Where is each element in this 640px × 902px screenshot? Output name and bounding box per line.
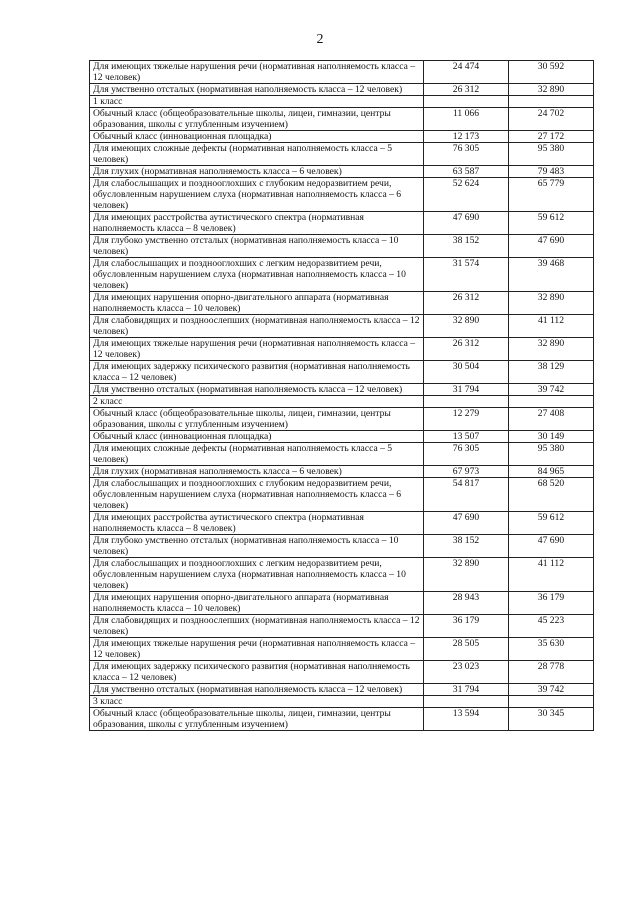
row-label: Для имеющих тяжелые нарушения речи (нормативная наполняемость класса – 12 человек) (90, 638, 424, 661)
table-row (90, 384, 594, 396)
value-col-1: 23 023 (424, 661, 509, 684)
value-col-1: 13 507 (424, 431, 509, 443)
tariff-table (89, 60, 594, 731)
value-col-1: 26 312 (424, 84, 509, 96)
value-col-2: 39 742 (509, 684, 594, 696)
row-label: Для глухих (нормативная наполняемость класса – 6 человек) (90, 466, 424, 478)
value-col-2: 95 380 (509, 443, 594, 466)
value-col-2: 79 483 (509, 166, 594, 178)
value-col-1: 63 587 (424, 166, 509, 178)
value-col-1: 47 690 (424, 212, 509, 235)
value-col-2: 59 612 (509, 512, 594, 535)
value-col-2: 30 345 (509, 708, 594, 731)
value-col-2: 32 890 (509, 292, 594, 315)
value-col-2: 39 742 (509, 384, 594, 396)
value-col-1: 47 690 (424, 512, 509, 535)
value-col-1 (424, 696, 509, 708)
table-row (90, 661, 594, 684)
value-col-2: 32 890 (509, 338, 594, 361)
value-col-2: 24 702 (509, 108, 594, 131)
table-row (90, 708, 594, 731)
row-label: Для умственно отсталых (нормативная наполняемость класса – 12 человек) (90, 84, 424, 96)
row-label: Для глубоко умственно отсталых (нормативная наполняемость класса – 10 человек) (90, 535, 424, 558)
value-col-1: 76 305 (424, 443, 509, 466)
value-col-2 (509, 396, 594, 408)
row-label: Обычный класс (инновационная площадка) (90, 131, 424, 143)
value-col-1: 31 794 (424, 384, 509, 396)
value-col-2: 30 592 (509, 61, 594, 84)
table-row (90, 638, 594, 661)
table-row (90, 61, 594, 84)
value-col-1: 31 794 (424, 684, 509, 696)
value-col-1: 26 312 (424, 292, 509, 315)
row-label: Для имеющих расстройства аутистического спектра (нормативная наполняемость класса – 8 человек) (90, 212, 424, 235)
value-col-1: 52 624 (424, 178, 509, 212)
row-label: Для умственно отсталых (нормативная наполняемость класса – 12 человек) (90, 684, 424, 696)
row-label: Обычный класс (общеобразовательные школы, лицеи, гимназии, центры образования, школы с углубленным изучением) (90, 708, 424, 731)
row-label: 3 класс (90, 696, 424, 708)
value-col-2: 68 520 (509, 478, 594, 512)
value-col-2: 47 690 (509, 235, 594, 258)
row-label: Для имеющих задержку психического развития (нормативная наполняемость класса – 12 человек) (90, 661, 424, 684)
value-col-1: 12 173 (424, 131, 509, 143)
value-col-2: 95 380 (509, 143, 594, 166)
value-col-2: 28 778 (509, 661, 594, 684)
row-label: Для слабослышащих и позднооглохших с глубоким недоразвитием речи, обусловленным нарушением слуха (нормативная наполняемость класса – 6 человек) (90, 178, 424, 212)
value-col-1: 38 152 (424, 535, 509, 558)
value-col-2: 30 149 (509, 431, 594, 443)
value-col-2 (509, 696, 594, 708)
row-label: Обычный класс (инновационная площадка) (90, 431, 424, 443)
table-row (90, 178, 594, 212)
value-col-1: 30 504 (424, 361, 509, 384)
value-col-2: 39 468 (509, 258, 594, 292)
table-row (90, 166, 594, 178)
table-row (90, 108, 594, 131)
row-label: Для имеющих сложные дефекты (нормативная наполняемость класса – 5 человек) (90, 143, 424, 166)
table-row (90, 235, 594, 258)
row-label: Для слабослышащих и позднооглохших с глубоким недоразвитием речи, обусловленным нарушением слуха (нормативная наполняемость класса – 6 человек) (90, 478, 424, 512)
value-col-1: 31 574 (424, 258, 509, 292)
row-label: Для имеющих расстройства аутистического спектра (нормативная наполняемость класса – 8 человек) (90, 512, 424, 535)
table-body (90, 61, 594, 731)
table-row (90, 466, 594, 478)
table-row (90, 512, 594, 535)
table-row (90, 338, 594, 361)
row-label: 1 класс (90, 96, 424, 108)
table-row (90, 96, 594, 108)
value-col-2: 32 890 (509, 84, 594, 96)
row-label: Для слабовидящих и поздноослепших (нормативная наполняемость класса – 12 человек) (90, 315, 424, 338)
value-col-1: 28 505 (424, 638, 509, 661)
table-row (90, 443, 594, 466)
row-label: Для умственно отсталых (нормативная наполняемость класса – 12 человек) (90, 384, 424, 396)
value-col-1: 28 943 (424, 592, 509, 615)
value-col-1: 38 152 (424, 235, 509, 258)
value-col-2: 35 630 (509, 638, 594, 661)
row-label: Обычный класс (общеобразовательные школы, лицеи, гимназии, центры образования, школы с углубленным изучением) (90, 108, 424, 131)
table-row (90, 615, 594, 638)
value-col-1: 13 594 (424, 708, 509, 731)
value-col-1: 11 066 (424, 108, 509, 131)
table-row (90, 592, 594, 615)
value-col-2: 41 112 (509, 315, 594, 338)
value-col-2: 59 612 (509, 212, 594, 235)
table-row (90, 558, 594, 592)
table-row (90, 131, 594, 143)
table-row (90, 315, 594, 338)
value-col-1: 67 973 (424, 466, 509, 478)
table-row (90, 212, 594, 235)
value-col-1: 54 817 (424, 478, 509, 512)
value-col-1: 36 179 (424, 615, 509, 638)
table-row (90, 431, 594, 443)
table-row (90, 396, 594, 408)
row-label: Для имеющих тяжелые нарушения речи (нормативная наполняемость класса – 12 человек) (90, 61, 424, 84)
value-col-1: 32 890 (424, 558, 509, 592)
table-row (90, 258, 594, 292)
row-label: Для имеющих тяжелые нарушения речи (нормативная наполняемость класса – 12 человек) (90, 338, 424, 361)
value-col-2: 84 965 (509, 466, 594, 478)
value-col-1 (424, 96, 509, 108)
value-col-1: 12 279 (424, 408, 509, 431)
table-row (90, 535, 594, 558)
row-label: Для слабовидящих и поздноослепших (нормативная наполняемость класса – 12 человек) (90, 615, 424, 638)
row-label: Для слабослышащих и позднооглохших с легким недоразвитием речи, обусловленным нарушением слуха (нормативная наполняемость класса – 10 человек) (90, 558, 424, 592)
row-label: Обычный класс (общеобразовательные школы, лицеи, гимназии, центры образования, школы с углубленным изучением) (90, 408, 424, 431)
row-label: Для имеющих задержку психического развития (нормативная наполняемость класса – 12 человек) (90, 361, 424, 384)
value-col-2: 45 223 (509, 615, 594, 638)
value-col-2: 47 690 (509, 535, 594, 558)
table-row (90, 84, 594, 96)
row-label: Для глухих (нормативная наполняемость класса – 6 человек) (90, 166, 424, 178)
row-label: Для слабослышащих и позднооглохших с легким недоразвитием речи, обусловленным нарушением слуха (нормативная наполняемость класса – 10 человек) (90, 258, 424, 292)
value-col-2 (509, 96, 594, 108)
row-label: 2 класс (90, 396, 424, 408)
row-label: Для имеющих нарушения опорно-двигательного аппарата (нормативная наполняемость класса – 10 человек) (90, 592, 424, 615)
row-label: Для имеющих сложные дефекты (нормативная наполняемость класса – 5 человек) (90, 443, 424, 466)
value-col-1 (424, 396, 509, 408)
value-col-2: 38 129 (509, 361, 594, 384)
value-col-2: 41 112 (509, 558, 594, 592)
table-row (90, 408, 594, 431)
value-col-1: 76 305 (424, 143, 509, 166)
value-col-2: 27 172 (509, 131, 594, 143)
page-number: 2 (316, 32, 324, 47)
value-col-2: 65 779 (509, 178, 594, 212)
table-row (90, 361, 594, 384)
table-row (90, 478, 594, 512)
value-col-1: 32 890 (424, 315, 509, 338)
table-row (90, 143, 594, 166)
value-col-2: 27 408 (509, 408, 594, 431)
row-label: Для глубоко умственно отсталых (нормативная наполняемость класса – 10 человек) (90, 235, 424, 258)
table-row (90, 292, 594, 315)
value-col-1: 24 474 (424, 61, 509, 84)
value-col-2: 36 179 (509, 592, 594, 615)
table-row (90, 696, 594, 708)
table-row (90, 684, 594, 696)
row-label: Для имеющих нарушения опорно-двигательного аппарата (нормативная наполняемость класса – 10 человек) (90, 292, 424, 315)
value-col-1: 26 312 (424, 338, 509, 361)
